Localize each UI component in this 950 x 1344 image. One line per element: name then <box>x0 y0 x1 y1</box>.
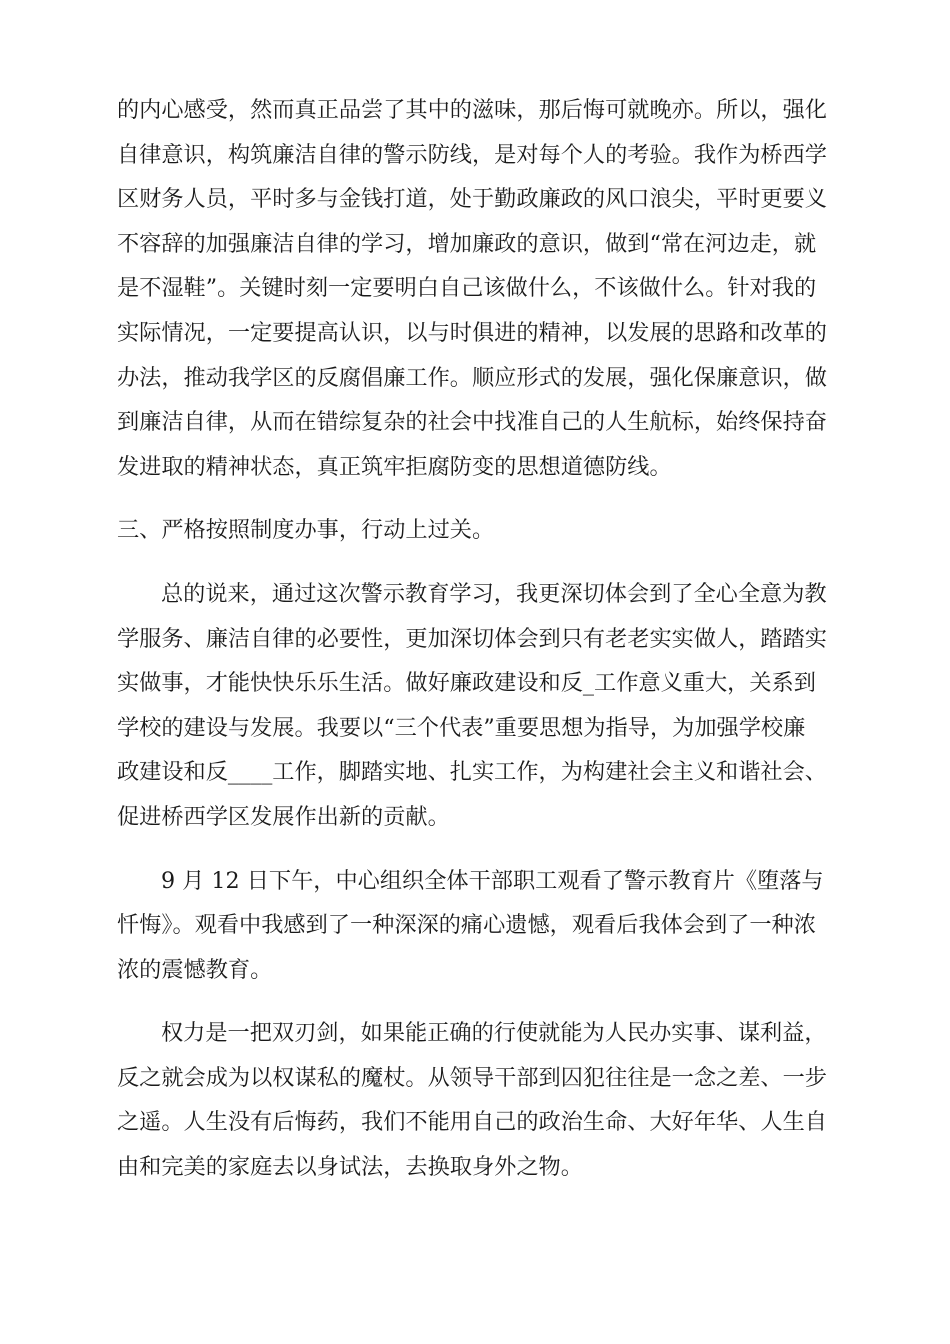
text-line: 区财务人员，平时多与金钱打道，处于勤政廉政的风口浪尖，平时更要义 <box>117 186 827 213</box>
text-line: 是不湿鞋”。关键时刻一定要明白自己该做什么，不该做什么。针对我的 <box>117 275 817 302</box>
text-line: 9 月 12 日下午，中心组织全体干部职工观看了警示教育片《堕落与 <box>161 867 824 894</box>
text-line: 学服务、廉洁自律的必要性，更加深切体会到只有老老实实做人，踏踏实 <box>117 625 827 652</box>
text-line: 实做事，才能快快乐乐生活。做好廉政建设和反_工作意义重大，关系到 <box>117 670 816 697</box>
text-line: 由和完美的家庭去以身试法，去换取身外之物。 <box>117 1154 583 1181</box>
text-line: 反之就会成为以权谋私的魔杖。从领导干部到囚犯往往是一念之差、一步 <box>117 1064 827 1091</box>
text-line: 权力是一把双刃剑，如果能正确的行使就能为人民办实事、谋利益， <box>161 1020 827 1047</box>
text-line: 忏悔》。观看中我感到了一种深深的痛心遗憾，观看后我体会到了一种浓 <box>117 912 816 939</box>
text-line: 之遥。人生没有后悔药，我们不能用自己的政治生命、大好年华、人生自 <box>117 1109 827 1136</box>
section-heading <box>117 508 837 553</box>
paragraph-sept-12 <box>117 859 837 993</box>
text-line: 学校的建设与发展。我要以“三个代表”重要思想为指导，为加强学校廉 <box>117 714 806 741</box>
text-line: 到廉洁自律，从而在错综复杂的社会中找准自己的人生航标，始终保持奋 <box>117 409 827 436</box>
text-line: 自律意识，构筑廉洁自律的警示防线，是对每个人的考验。我作为桥西学 <box>117 141 827 168</box>
text-line: 不容辞的加强廉洁自律的学习，增加廉政的意识，做到“常在河边走，就 <box>117 230 817 257</box>
text-line: 办法，推动我学区的反腐倡廉工作。顺应形式的发展，强化保廉意识，做 <box>117 364 827 391</box>
paragraph-summary <box>117 572 837 840</box>
text-line: 的内心感受，然而真正品尝了其中的滋味，那后悔可就晚亦。所以，强化 <box>117 97 827 123</box>
text-line: 浓的震憾教育。 <box>117 956 273 983</box>
text-line: 实际情况，一定要提高认识，以与时俱进的精神，以发展的思路和改革的 <box>117 319 827 346</box>
heading-text: 三、严格按照制度办事，行动上过关。 <box>117 517 495 544</box>
text-line: 发进取的精神状态，真正筑牢拒腐防变的思想道德防线。 <box>117 453 672 480</box>
text-line: 总的说来，通过这次警示教育学习，我更深切体会到了全心全意为教 <box>161 580 827 607</box>
paragraph-continuation <box>117 88 837 489</box>
document-body <box>117 88 837 1209</box>
text-line: 促进桥西学区发展作出新的贡献。 <box>117 803 450 830</box>
paragraph-power <box>117 1011 837 1189</box>
text-line: 政建设和反____工作，脚踏实地、扎实工作，为构建社会主义和谐社会、 <box>117 759 827 786</box>
